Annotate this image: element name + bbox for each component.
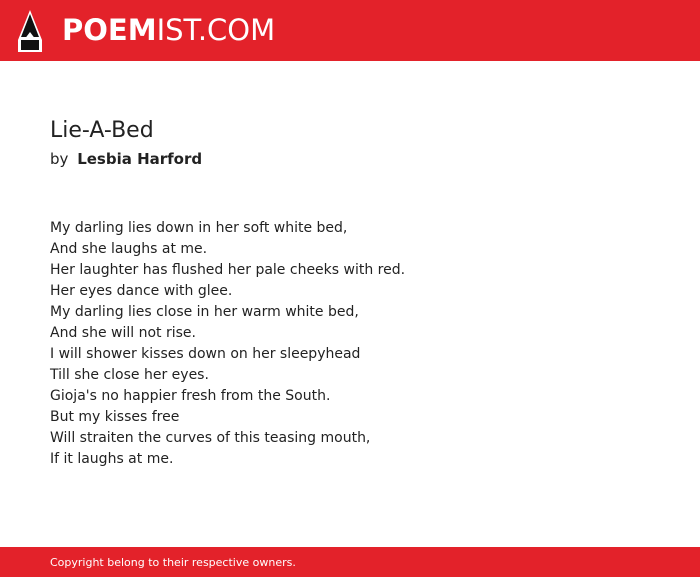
poem-line: And she will not rise. [50, 325, 196, 341]
poem-line: Will straiten the curves of this teasing mouth, [50, 430, 371, 446]
by-label: by [50, 150, 69, 168]
author-link[interactable]: Lesbia Harford [77, 150, 203, 168]
logo-bold-text: POEM [62, 13, 157, 47]
poem-line: Her eyes dance with glee. [50, 283, 233, 299]
poem-line: My darling lies down in her soft white bed, [50, 220, 348, 236]
poem-content [50, 116, 670, 470]
site-logo-text [62, 13, 276, 47]
poem-line: But my kisses free [50, 409, 180, 425]
poem-line: If it laughs at me. [50, 451, 174, 467]
poem-line: Till she close her eyes. [50, 367, 209, 383]
poem-line: I will shower kisses down on her sleepyhead [50, 346, 361, 362]
site-footer [0, 547, 700, 577]
poem-body [50, 218, 670, 470]
poem-line: My darling lies close in her warm white bed, [50, 304, 359, 320]
poem-title: Lie-A-Bed [50, 118, 154, 143]
poem-line: And she laughs at me. [50, 241, 208, 257]
site-logo-link[interactable] [18, 0, 275, 61]
pencil-icon [18, 10, 42, 52]
poem-line: Her laughter has flushed her pale cheeks with red. [50, 262, 406, 278]
logo-light-text: IST.COM [156, 13, 276, 47]
poem-line: Gioja's no happier fresh from the South. [50, 388, 331, 404]
site-header [0, 0, 700, 61]
byline [50, 148, 670, 170]
copyright-text: Copyright belong to their respective owners. [50, 555, 296, 569]
